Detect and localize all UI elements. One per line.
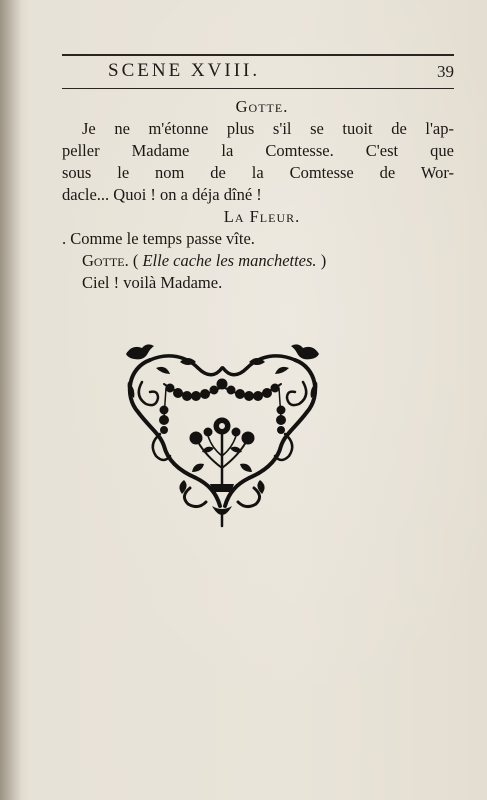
stage-direction: Elle cache les manchettes. <box>142 251 317 270</box>
paren-close: ) <box>316 251 327 270</box>
dialogue-line: Je ne m'étonne plus s'il se tuoit de l'ap- <box>82 119 454 138</box>
dialogue-line-with-stage-direction <box>62 250 462 272</box>
paren-open: ( <box>128 251 143 270</box>
speaker-gotte-inline: Gotte. <box>82 251 129 270</box>
page-number: 39 <box>437 62 454 81</box>
speaker-gotte: Gotte. <box>235 97 289 116</box>
dialogue-line: . Comme le temps passe vîte. <box>62 229 255 248</box>
scene-title: SCENE XVIII. <box>108 60 261 81</box>
floral-vignette-icon <box>120 338 325 528</box>
running-header <box>62 58 454 88</box>
dialogue-text <box>62 96 462 294</box>
dialogue-line: peller Madame la Comtesse. C'est que <box>62 141 454 160</box>
dialogue-line: Ciel ! voilà Madame. <box>82 273 223 292</box>
speaker-la-fleur: La Fleur. <box>223 207 301 226</box>
header-rule-top <box>62 54 454 56</box>
gutter-shadow <box>0 0 22 800</box>
dialogue-line: dacle... Quoi ! on a déja dîné ! <box>62 185 262 204</box>
header-rule-bottom <box>62 88 454 89</box>
dialogue-line: sous le nom de la Comtesse de Wor- <box>62 163 454 182</box>
